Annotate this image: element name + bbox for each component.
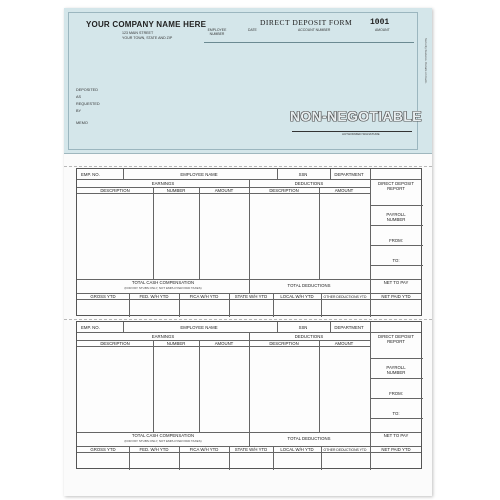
- stub-col-line: [321, 293, 322, 317]
- pay-stub-2: [76, 321, 422, 469]
- stub-row-line: [370, 418, 423, 419]
- to-label: TO:: [392, 258, 400, 263]
- net-paid-ytd-label: NET PAID YTD: [381, 447, 411, 452]
- employee-number-label: EMPLOYEE NUMBER: [207, 28, 227, 36]
- ssn-label: SSN: [298, 325, 308, 330]
- local-wh-ytd-label: LOCAL W/H YTD: [280, 447, 314, 452]
- stub-col-line: [153, 187, 154, 279]
- deposited-label: DEPOSITED: [76, 88, 98, 92]
- net-paid-ytd-label: NET PAID YTD: [381, 294, 411, 299]
- stub-col-line: [123, 322, 124, 332]
- stub-row-line: [370, 358, 423, 359]
- company-address-line1: 123 MAIN STREET: [122, 31, 154, 35]
- department-label: DEPARTMENT: [334, 172, 364, 177]
- perforation-line: [64, 319, 432, 320]
- security-features-text: Security features. Details on back.: [424, 38, 428, 84]
- earnings-label: EARNINGS: [151, 334, 175, 339]
- memo-label: MEMO: [76, 121, 88, 125]
- total-cash-comp-note: (FOR PAY STUBS ONLY, NOT EMPLOYER PAID TAXES): [124, 439, 202, 443]
- stub-col-line: [370, 446, 371, 470]
- authorized-signature-label: AUTHORIZED SIGNATURE: [342, 132, 380, 136]
- as-label: AS: [76, 95, 82, 99]
- emp-no-label: EMP. NO.: [81, 325, 100, 330]
- stub-col-line: [229, 446, 230, 470]
- payroll-check-form: [64, 8, 432, 496]
- state-wh-ytd-label: STATE W/H YTD: [234, 294, 268, 299]
- net-to-pay-label: NET TO PAY: [383, 433, 409, 438]
- from-label: FROM:: [389, 391, 403, 396]
- to-label: TO:: [392, 411, 400, 416]
- stub-col-line: [153, 340, 154, 432]
- fed-wh-ytd-label: FED. W/H YTD: [139, 447, 169, 452]
- earnings-number-header: NUMBER: [166, 341, 186, 346]
- by-label: BY: [76, 109, 82, 113]
- deductions-label: DEDUCTIONS: [294, 181, 324, 186]
- total-deductions-label: TOTAL DEDUCTIONS: [287, 436, 331, 441]
- stub-row-line: [77, 193, 370, 194]
- local-wh-ytd-label: LOCAL W/H YTD: [280, 294, 314, 299]
- earnings-description-header: DESCRIPTION: [100, 188, 130, 193]
- from-label: FROM:: [389, 238, 403, 243]
- stub-col-line: [319, 340, 320, 432]
- stub-col-line: [273, 446, 274, 470]
- check-border: [68, 12, 418, 150]
- total-cash-comp-label: TOTAL CASH COMPENSATION: [131, 433, 195, 438]
- stub-col-line: [277, 322, 278, 332]
- check-section: [64, 8, 432, 154]
- header-field-line: [204, 42, 414, 43]
- stub-col-line: [129, 446, 130, 470]
- deductions-amount-header: AMOUNT: [334, 188, 354, 193]
- net-to-pay-label: NET TO PAY: [383, 280, 409, 285]
- stub-col-line: [321, 446, 322, 470]
- department-label: DEPARTMENT: [334, 325, 364, 330]
- payroll-number-label: PAYROLL NUMBER: [386, 365, 406, 375]
- check-number: 1001: [370, 18, 390, 27]
- gross-ytd-label: GROSS YTD: [90, 447, 116, 452]
- stub-col-line: [229, 293, 230, 317]
- fed-wh-ytd-label: FED. W/H YTD: [139, 294, 169, 299]
- non-negotiable-stamp: NON-NEGOTIABLE: [290, 108, 422, 124]
- requested-label: REQUESTED: [76, 102, 100, 106]
- total-cash-comp-note: (FOR PAY STUBS ONLY, NOT EMPLOYER PAID TAXES): [124, 286, 202, 290]
- pay-stub-1: [76, 168, 422, 316]
- fica-wh-ytd-label: FICA W/H YTD: [189, 294, 219, 299]
- stub-row-line: [370, 378, 423, 379]
- stub-col-line: [277, 169, 278, 179]
- employee-name-label: EMPLOYEE NAME: [180, 172, 218, 177]
- company-name: YOUR COMPANY NAME HERE: [86, 20, 207, 29]
- emp-no-label: EMP. NO.: [81, 172, 100, 177]
- company-address-line2: YOUR TOWN, STATE AND ZIP: [122, 36, 173, 40]
- payroll-number-label: PAYROLL NUMBER: [386, 212, 406, 222]
- ssn-label: SSN: [298, 172, 308, 177]
- date-label: DATE: [248, 28, 257, 32]
- account-number-label: ACCOUNT NUMBER: [298, 28, 331, 32]
- earnings-amount-header: AMOUNT: [214, 341, 234, 346]
- direct-deposit-report-label: DIRECT DEPOSIT REPORT: [378, 181, 414, 191]
- deductions-label: DEDUCTIONS: [294, 334, 324, 339]
- stub-row-line: [370, 398, 423, 399]
- employee-name-label: EMPLOYEE NAME: [180, 325, 218, 330]
- other-deductions-ytd-label: OTHER DEDUCTIONS YTD: [323, 447, 367, 452]
- direct-deposit-report-label: DIRECT DEPOSIT REPORT: [378, 334, 414, 344]
- deductions-description-header: DESCRIPTION: [269, 341, 299, 346]
- stub-col-line: [319, 187, 320, 279]
- amount-label: AMOUNT: [375, 28, 390, 32]
- earnings-label: EARNINGS: [151, 181, 175, 186]
- stub-row-line: [370, 205, 423, 206]
- gross-ytd-label: GROSS YTD: [90, 294, 116, 299]
- stub-col-line: [179, 446, 180, 470]
- stub-col-line: [330, 169, 331, 179]
- stub-row-line: [370, 225, 423, 226]
- deductions-description-header: DESCRIPTION: [269, 188, 299, 193]
- stub-col-line: [330, 322, 331, 332]
- earnings-description-header: DESCRIPTION: [100, 341, 130, 346]
- other-deductions-ytd-label: OTHER DEDUCTIONS YTD: [323, 294, 367, 299]
- stub-row-line: [77, 346, 370, 347]
- total-cash-comp-label: TOTAL CASH COMPENSATION: [131, 280, 195, 285]
- perforation-line: [64, 166, 432, 167]
- earnings-amount-header: AMOUNT: [214, 188, 234, 193]
- deductions-amount-header: AMOUNT: [334, 341, 354, 346]
- stub-col-line: [199, 340, 200, 432]
- fica-wh-ytd-label: FICA W/H YTD: [189, 447, 219, 452]
- stub-col-line: [129, 293, 130, 317]
- stub-row-line: [370, 245, 423, 246]
- stub-row-line: [370, 265, 423, 266]
- stub-col-line: [273, 293, 274, 317]
- stub-col-line: [249, 179, 250, 293]
- state-wh-ytd-label: STATE W/H YTD: [234, 447, 268, 452]
- form-title: DIRECT DEPOSIT FORM: [260, 18, 353, 27]
- stub-col-line: [123, 169, 124, 179]
- stub-col-line: [179, 293, 180, 317]
- stub-col-line: [249, 332, 250, 446]
- earnings-number-header: NUMBER: [166, 188, 186, 193]
- stub-col-line: [370, 293, 371, 317]
- total-deductions-label: TOTAL DEDUCTIONS: [287, 283, 331, 288]
- stub-col-line: [199, 187, 200, 279]
